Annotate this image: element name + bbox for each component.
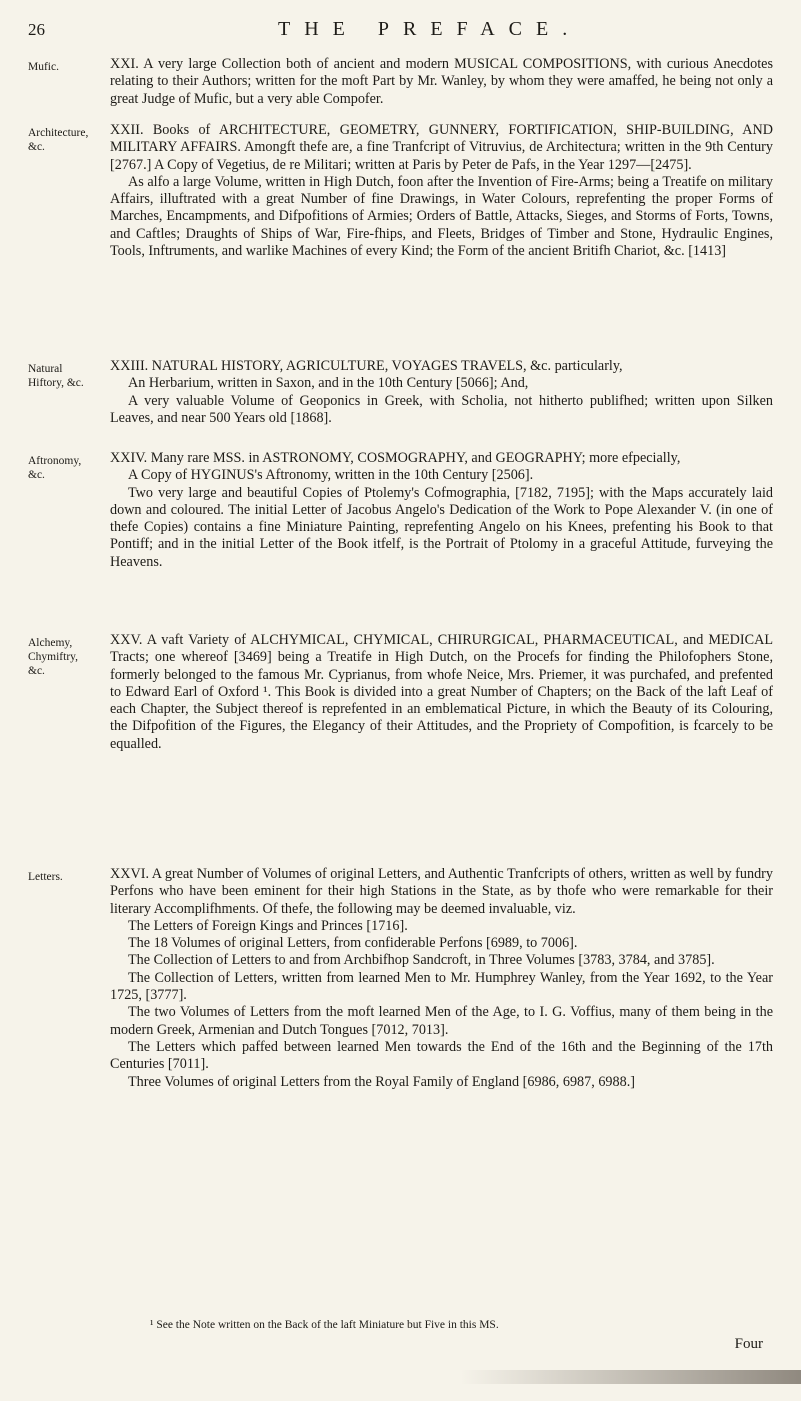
paragraph: XXIII. NATURAL HISTORY, AGRICULTURE, VOYAGES TRAVELS, &c. particularly, (110, 358, 623, 374)
paragraph: The Letters which paffed between learned Men towards the End of the 16th and the Beginning of the 17th Centuries [7011]. (110, 1038, 773, 1073)
section-content (110, 866, 773, 1091)
page-number: 26 (28, 20, 45, 39)
paragraph: A Copy of HYGINUS's Aftronomy, written in the 10th Century [2506]. (128, 467, 534, 484)
margin-note: Letters. (28, 871, 63, 883)
margin-note: Architecture, &c. (28, 127, 89, 153)
paragraph: XXII. Books of ARCHITECTURE, GEOMETRY, GUNNERY, FORTIFICATION, SHIP-BUILDING, AND MILITARY AFFAIRS. Amongft thefe are, a fine Tranfcript of Vitruvius, de Architectura; written in the 9th Century [2767.] A Copy of Vegetius, de re Militari; written at Paris by Peter de Pafs, in the Year 1297—[2475]. (110, 122, 773, 173)
running-title: THE PREFACE. (278, 18, 582, 40)
paragraph: XXIV. Many rare MSS. in ASTRONOMY, COSMOGRAPHY, and GEOGRAPHY; more efpecially, (110, 450, 681, 466)
paragraph: Two very large and beautiful Copies of Ptolemy's Cofmographia, [7182, 7195]; with the Maps accurately laid down and coloured. The initial Letter of Jacobus Angelo's Dedication of the Work to Pope Alexander V. (in one of thefe Copies) contains a fine Miniature Painting, reprefenting Angelo on his Knees, prefenting his Book to that Pontiff; and in the initial Letter of the Book itfelf, is the Portrait of Ptolomy in a graceful Attitude, furveying the Heavens. (110, 484, 773, 570)
paragraph: A very valuable Volume of Geoponics in Greek, with Scholia, not hitherto publifhed; written upon Silken Leaves, and near 500 Years old [1868]. (110, 392, 773, 426)
paragraph: The Collection of Letters to and from Archbifhop Sandcroft, in Three Volumes [3783, 3784, and 3785]. (128, 952, 715, 969)
footnote: ¹ See the Note written on the Back of the laft Miniature but Five in this MS. (150, 1319, 499, 1331)
paragraph: An Herbarium, written in Saxon, and in the 10th Century [5066]; And, (128, 375, 529, 392)
paragraph: XXI. A very large Collection both of ancient and modern MUSICAL COMPOSITIONS, with curious Anecdotes relating to their Authors; written for the moft Part by Mr. Wanley, by whom they were amaffed, he being not only a great Judge of Mufic, but a very able Compofer. (110, 56, 773, 107)
paragraph: XXVI. A great Number of Volumes of original Letters, and Authentic Tranfcripts of others, written as well by fundry Perfons who have been eminent for their high Stations in the State, as by thofe who were remarkable for their literary Accomplifhments. Of thefe, the following may be deemed invaluable, viz. (110, 866, 773, 917)
paragraph: The two Volumes of Letters from the moft learned Men of the Age, to I. G. Voffius, many of them being in the modern Greek, Armenian and Dutch Tongues [7012, 7013]. (110, 1004, 773, 1038)
margin-note: Alchemy, Chymiftry, &c. (28, 637, 79, 677)
section-content (110, 358, 773, 427)
page-header (28, 20, 771, 50)
section-content (110, 450, 773, 571)
margin-note: Mufic. (28, 61, 59, 73)
paragraph: The Collection of Letters, written from learned Men to Mr. Humphrey Wanley, from the Year 1692, to the Year 1725, [3777]. (110, 969, 773, 1004)
margin-note: Aftronomy, &c. (28, 455, 82, 481)
paragraph: Three Volumes of original Letters from the Royal Family of England [6986, 6987, 6988.] (128, 1073, 635, 1090)
margin-note: Natural Hiftory, &c. (28, 363, 84, 389)
section-content (110, 632, 773, 753)
catchword: Four (734, 1336, 763, 1352)
section-content (110, 122, 773, 260)
page-edge-stain (460, 1370, 801, 1384)
paragraph: The Letters of Foreign Kings and Princes [1716]. (128, 917, 408, 934)
paragraph: The 18 Volumes of original Letters, from confiderable Perfons [6989, to 7006]. (128, 935, 578, 952)
paragraph: As alfo a large Volume, written in High Dutch, foon after the Invention of Fire-Arms; being a Treatife on military Affairs, illuftrated with a great Number of fine Drawings, in Water Colours, reprefenting the proper Forms of Marches, Encampments, and Difpofitions of Armies; Orders of Battle, Attacks, Sieges, and Storms of Forts, Towns, and Caftles; Draughts of Ships of War, Fire-fhips, and Fleets, Bridges of Timber and Stone, Hydraulic Engines, Tools, Inftruments, and warlike Machines of every Kind; the Form of the ancient Britifh Chariot, &c. [1413] (110, 173, 773, 260)
paragraph: XXV. A vaft Variety of ALCHYMICAL, CHYMICAL, CHIRURGICAL, PHARMACEUTICAL, and MEDICAL Tracts; one whereof [3469] being a Treatife in High Dutch, on the Procefs for finding the Philofophers Stone, formerly belonged to the famous Mr. Cyprianus, from whofe Neice, Mrs. Priemer, it was purchafed, and prefented to Edward Earl of Oxford ¹. This Book is divided into a great Number of Chapters; on the Back of the laft Leaf of each Chapter, the Subject thereof is reprefented in an emblematical Picture, in which the Beauty of its Colouring, the Difpofition of the Figures, the Elegancy of their Attitudes, and the Propriety of Compofition, is fcarcely to be equalled. (110, 632, 773, 752)
section-content (110, 56, 773, 108)
